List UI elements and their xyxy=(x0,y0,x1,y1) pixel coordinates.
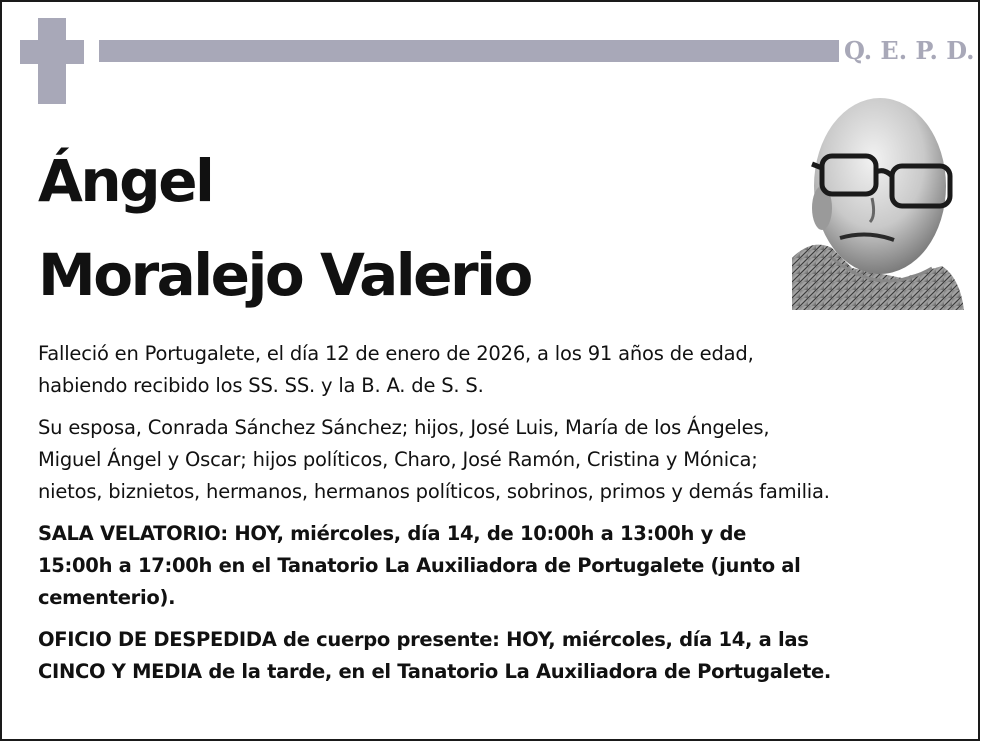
deceased-name xyxy=(38,134,531,322)
family-line: Su esposa, Conrada Sánchez Sánchez; hijos, José Luis, María de los Ángeles, xyxy=(38,416,770,439)
family-line: Miguel Ángel y Oscar; hijos políticos, Charo, José Ramón, Cristina y Mónica; xyxy=(38,448,758,471)
header-rule xyxy=(99,40,839,62)
qepd-label: Q. E. P. D. xyxy=(844,36,975,65)
wake-line: SALA VELATORIO: HOY, miércoles, día 14, de 10:00h a 13:00h y de xyxy=(38,522,747,545)
family-line: nietos, biznietos, hermanos, hermanos políticos, sobrinos, primos y demás familia. xyxy=(38,480,830,503)
service-line: CINCO Y MEDIA de la tarde, en el Tanatorio La Auxiliadora de Portugalete. xyxy=(38,660,832,683)
notice-body xyxy=(38,338,968,698)
portrait-photo xyxy=(792,98,964,310)
deceased-first-name: Ángel xyxy=(38,147,213,215)
service-line: OFICIO DE DESPEDIDA de cuerpo presente: HOY, miércoles, día 14, a las xyxy=(38,628,809,651)
wake-line: cementerio). xyxy=(38,586,176,609)
deceased-surnames: Moralejo Valerio xyxy=(38,241,531,309)
wake-line: 15:00h a 17:00h en el Tanatorio La Auxiliadora de Portugalete (junto al xyxy=(38,554,801,577)
service-paragraph xyxy=(38,624,968,688)
death-paragraph xyxy=(38,338,968,402)
family-paragraph xyxy=(38,412,968,508)
wake-paragraph xyxy=(38,518,968,614)
death-line: habiendo recibido los SS. SS. y la B. A. de S. S. xyxy=(38,374,484,397)
death-line: Falleció en Portugalete, el día 12 de enero de 2026, a los 91 años de edad, xyxy=(38,342,754,365)
cross-horizontal-bar xyxy=(20,40,84,64)
